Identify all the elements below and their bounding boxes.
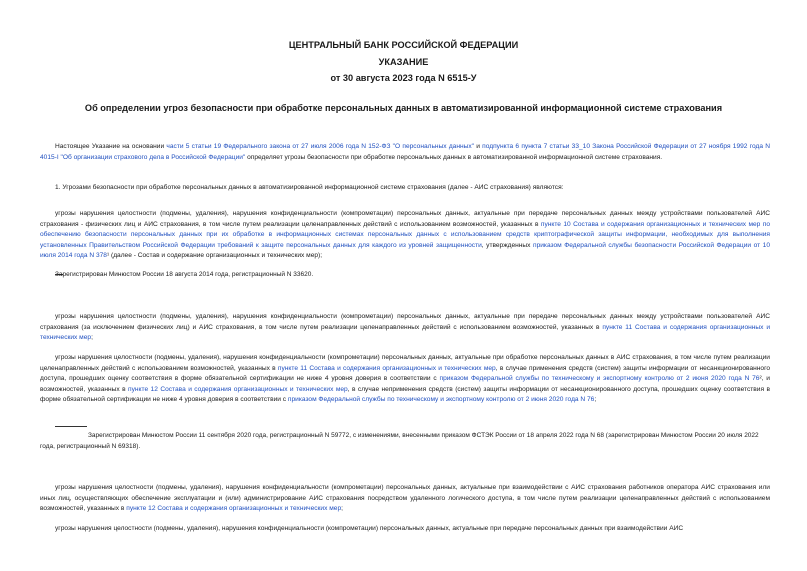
paragraph-threat-1: угрозы нарушения целостности (подмены, удаления), нарушения конфиденциальности (компрометации) персональных данных, актуальные при передаче персональных данных между устройствами пользователей АИС страхования - физических лиц и АИС страхования, в том числе путем реализации целенаправленных действий с использованием возможностей, указанных в пункте 10 Состава и содержания организационных и технических мер по обеспечению безопасности персональных данных при их обработке в информационных системах персональных данных с использованием средств криптографической защиты информации, необходимых для выполнения установленных Правительством Российской Федерации требований к защите персональных данных для каждого из уровней защищенности, утвержденных приказом Федеральной службы безопасности Российской Федерации от 10 июля 2014 года N 378¹ (далее - Состав и содержание организационных и технических мер); [40, 210, 771, 259]
doc-title: Об определении угроз безопасности при обработке персональных данных в автоматизированной информационной системе страхования [84, 103, 723, 113]
footnote-divider-2 [55, 426, 87, 427]
org-heading: ЦЕНТРАЛЬНЫЙ БАНК РОССИЙСКОЙ ФЕДЕРАЦИИ [288, 40, 519, 50]
footnote-ref-2: ² [759, 375, 762, 382]
link-fstec-order-76-2[interactable]: приказом Федеральной службы по техническому и экспортному контролю от 2 июня 2020 года N 76 [287, 396, 595, 403]
link-item-11-measures-2[interactable]: пункте 11 Состава и содержания организационных и технических мер [277, 364, 496, 372]
link-item-10-measures[interactable]: пункте 10 Состава и содержания организационных и технических мер по обеспечению безопасности персональных данных при их обработке в информационных системах персональных данных с использованием средств криптографической защиты информации, необходимых для выполнения установленных Правительством Российской Федерации требований к защите персональных данных для каждого из уровней защищенности [40, 220, 770, 249]
link-fsb-order-378[interactable]: приказом Федеральной службы безопасности Российской Федерации от 10 июля 2014 года N 378 [40, 241, 771, 259]
link-item-12-measures[interactable]: пункте 12 Состава и содержания организационных и технических мер [128, 385, 348, 393]
footnote-ref-1: ¹ [106, 252, 110, 259]
paragraph-threat-4: угрозы нарушения целостности (подмены, удаления), нарушения конфиденциальности (компрометации) персональных данных, актуальные при взаимодействии с АИС страхования работников оператора АИС страхования или иных лиц, осуществляющих обеспечение эксплуатации и (или) администрирование АИС страхования посредством удаленного логического доступа, в том числе путем реализации целенаправленных действий с использованием возможностей, указанных в пункте 12 Состава и содержания организационных и технических мер; [40, 484, 770, 512]
doc-date-number: от 30 августа 2023 года N 6515-У [330, 73, 477, 83]
link-law-4015-1[interactable]: подпункта 6 пункта 7 статьи 33_10 Закона Российской Федерации от 27 ноября 1992 года N 4015-I "Об организации страхового дела в Российской Федерации" [40, 143, 770, 161]
footnote-2: Зарегистрирован Минюстом России 11 сентября 2020 года, регистрационный N 59772, с изменениями, внесенными приказом ФСТЭК России от 18 апреля 2022 года N 68 (зарегистрирован Минюстом России 20 июля 2022 года, регистрационный N 69318). [40, 432, 759, 450]
paragraph-threat-5: угрозы нарушения целостности (подмены, удаления), нарушения конфиденциальности (компрометации) персональных данных, актуальные при передаче персональных данных при взаимодействии АИС [55, 525, 684, 532]
link-fstec-order-76[interactable]: приказом Федеральной службы по техническому и экспортному контролю от 2 июня 2020 года N 76 [439, 375, 760, 382]
link-item-11-measures[interactable]: пункте 11 Состава и содержания организационных и технических мер [40, 323, 770, 341]
paragraph-threat-2: угрозы нарушения целостности (подмены, удаления), нарушения конфиденциальности (компрометации) персональных данных, актуальные при передаче персональных данных между устройствами пользователей АИС страхования (за исключением физических лиц) и АИС страхования, в том числе путем реализации целенаправленных действий с использованием возможностей, указанных в пункте 11 Состава и содержания организационных и технических мер; [40, 313, 770, 341]
paragraph-threat-3: угрозы нарушения целостности (подмены, удаления), нарушения конфиденциальности (компрометации) персональных данных, актуальные при обработке персональных данных в АИС страхования, в том числе путем реализации целенаправленных действий с использованием возможностей, указанных в пункте 11 Состава и содержания организационных и технических мер, в случае применения средств (систем) защиты информации от несанкционированного доступа, прошедших оценку соответствия в форме обязательной сертификации не ниже 4 уровня доверия в соответствии с приказом Федеральной службы по техническому и экспортному контролю от 2 июня 2020 года N 76², и возможностей, указанных в пункте 12 Состава и содержания организационных и технических мер, в случае неприменения средств (систем) защиты информации от несанкционированного доступа, прошедших оценку соответствия в форме обязательной сертификации не ниже 4 уровня доверия в соответствии с приказом Федеральной службы по техническому и экспортному контролю от 2 июня 2020 года N 76; [40, 354, 771, 403]
paragraph-item-1: 1. Угрозами безопасности при обработке персональных данных в автоматизированной информационной системе страхования (далее - АИС страхования) являются: [55, 184, 564, 191]
footnote-1: Зарегистрирован Минюстом России 18 августа 2014 года, регистрационный N 33620. [55, 271, 314, 278]
paragraph-preamble: Настоящее Указание на основании части 5 статьи 19 Федерального закона от 27 июля 2006 года N 152-ФЗ "О персональных данных" и подпункта 6 пункта 7 статьи 33_10 Закона Российской Федерации от 27 ноября 1992 года N 4015-I "Об организации страхового дела в Российской Федерации" определяет угрозы безопасности при обработке персональных данных в автоматизированной информационной системе страхования. [40, 143, 770, 161]
link-item-12-measures-2[interactable]: пункте 12 Состава и содержания организационных и технических мер [126, 505, 342, 512]
doc-type-heading: УКАЗАНИЕ [378, 57, 429, 67]
link-152-fz[interactable]: части 5 статьи 19 Федерального закона от 27 июля 2006 года N 152-ФЗ "О персональных данных" [166, 143, 475, 150]
